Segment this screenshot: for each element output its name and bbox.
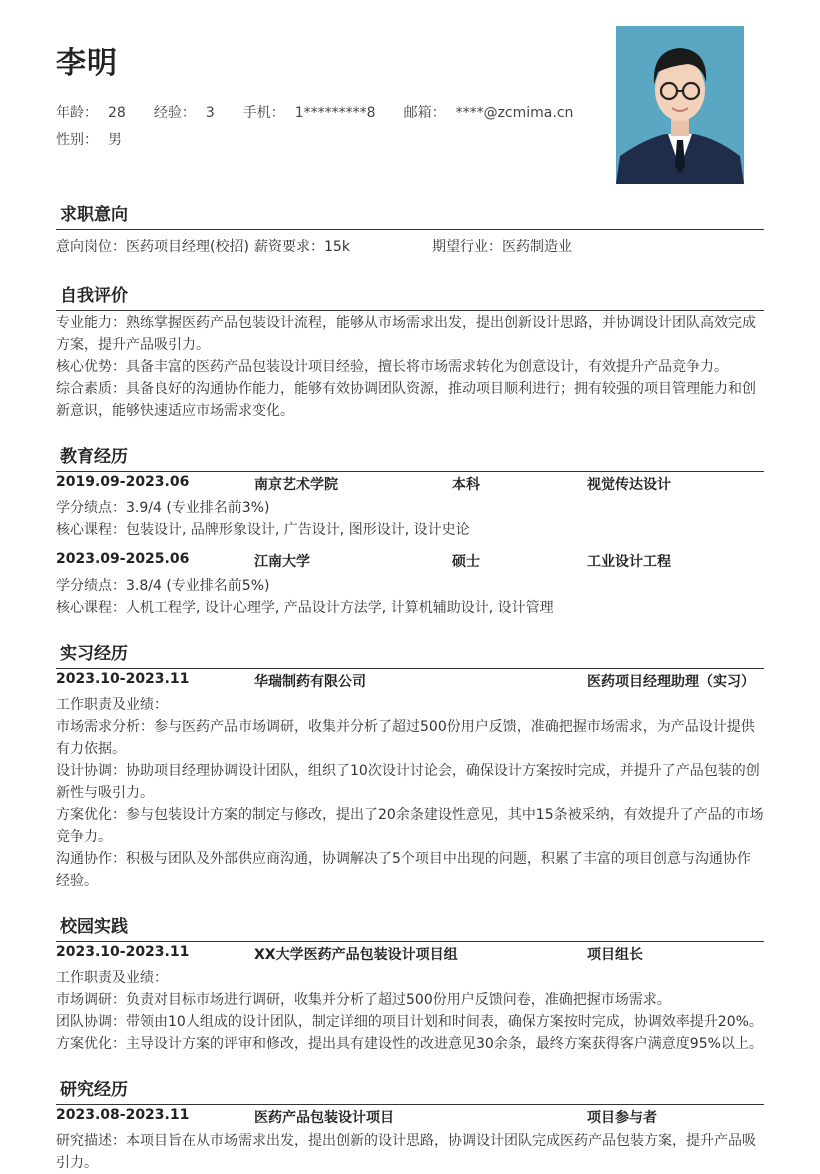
edu-gpa: 学分绩点：3.9/4 (专业排名前3%) — [56, 500, 270, 516]
edu-school: 江南大学 — [254, 554, 310, 570]
self-eval-line: 方案，提升产品吸引力。 — [56, 337, 210, 353]
research-desc: 研究描述：本项目旨在从市场需求出发，提出创新的设计思路，协调设计团队完成医药产品包装方案，提升产品吸 — [56, 1133, 756, 1149]
edu-gpa: 学分绩点：3.8/4 (专业排名前5%) — [56, 578, 270, 594]
intern-duty-line: 竞争力。 — [56, 829, 112, 845]
profile-photo — [616, 26, 744, 184]
intern-company: 华瑞制药有限公司 — [254, 674, 366, 690]
self-eval-line: 综合素质：具备良好的沟通协作能力，能够有效协调团队资源，推动项目顺利进行；拥有较强的项目管理能力和创 — [56, 381, 756, 397]
section-title-intent: 求职意向 — [56, 200, 764, 230]
intern-duty-line: 设计协调：协助项目经理协调设计团队，组织了10次设计讨论会，确保设计方案按时完成，并提升了产品包装的创 — [56, 763, 760, 779]
section-title-campus: 校园实践 — [56, 912, 764, 942]
gender-row — [56, 129, 150, 149]
edu-degree: 硕士 — [452, 554, 480, 570]
education-row — [56, 474, 764, 496]
research-desc: 引力。 — [56, 1155, 98, 1171]
intern-duty-label: 工作职责及业绩： — [56, 697, 168, 713]
edu-courses: 核心课程：包装设计, 品牌形象设计, 广告设计, 图形设计, 设计史论 — [56, 522, 470, 538]
research-role: 项目参与者 — [587, 1110, 657, 1126]
self-eval-line: 核心优势：具备丰富的医药产品包装设计项目经验，擅长将市场需求转化为创意设计，有效提升产品竞争力。 — [56, 359, 728, 375]
candidate-name: 李明 — [56, 46, 118, 81]
research-row — [56, 1107, 764, 1129]
edu-courses: 核心课程：人机工程学, 设计心理学, 产品设计方法学, 计算机辅助设计, 设计管理 — [56, 600, 554, 616]
section-title-education: 教育经历 — [56, 442, 764, 472]
phone-info: 手机： 1*********8 — [242, 105, 376, 121]
intern-period: 2023.10-2023.11 — [56, 671, 190, 687]
self-eval-line: 专业能力：熟练掌握医药产品包装设计流程，能够从市场需求出发，提出创新设计思路，并协调设计团队高效完成 — [56, 315, 756, 331]
email-info: 邮箱： ****@zcmima.cn — [403, 105, 574, 121]
campus-row — [56, 944, 764, 966]
intern-role: 医药项目经理助理（实习） — [587, 674, 755, 690]
job-intent-row — [56, 236, 766, 258]
experience-info: 经验： 3 — [153, 105, 215, 121]
edu-period: 2023.09-2025.06 — [56, 551, 190, 567]
section-title-research: 研究经历 — [56, 1075, 764, 1105]
campus-duty-line: 方案优化：主导设计方案的评审和修改，提出具有建设性的改进意见30余条，最终方案获得客户满意度95%以上。 — [56, 1036, 763, 1052]
intern-duty-line: 有力依据。 — [56, 741, 126, 757]
expected-salary: 薪资要求：15k — [254, 239, 350, 255]
campus-org: XX大学医药产品包装设计项目组 — [254, 947, 458, 963]
self-eval-line: 新意识，能够快速适应市场需求变化。 — [56, 403, 294, 419]
edu-major: 视觉传达设计 — [587, 477, 671, 493]
campus-duty-line: 团队协调：带领由10人组成的设计团队，制定详细的项目计划和时间表，确保方案按时完成，协调效率提升20%。 — [56, 1014, 763, 1030]
intern-duty-line: 经验。 — [56, 873, 98, 889]
gender-info: 性别： 男 — [56, 132, 122, 148]
edu-major: 工业设计工程 — [587, 554, 671, 570]
intern-duty-line: 方案优化：参与包装设计方案的制定与修改，提出了20余条建设性意见，其中15条被采纳，有效提升了产品的市场 — [56, 807, 764, 823]
campus-period: 2023.10-2023.11 — [56, 944, 190, 960]
basic-info-row — [56, 102, 601, 122]
section-title-self: 自我评价 — [56, 281, 764, 311]
edu-degree: 本科 — [452, 477, 480, 493]
section-title-internship: 实习经历 — [56, 639, 764, 669]
age-info: 年龄： 28 — [56, 105, 126, 121]
intern-duty-line: 新性与吸引力。 — [56, 785, 154, 801]
intern-duty-line: 沟通协作：积极与团队及外部供应商沟通，协调解决了5个项目中出现的问题，积累了丰富的项目创意与沟通协作 — [56, 851, 751, 867]
campus-duty-label: 工作职责及业绩： — [56, 970, 168, 986]
edu-period: 2019.09-2023.06 — [56, 474, 190, 490]
edu-school: 南京艺术学院 — [254, 477, 338, 493]
campus-duty-line: 市场调研：负责对目标市场进行调研，收集并分析了超过500份用户反馈问卷，准确把握市场需求。 — [56, 992, 671, 1008]
research-period: 2023.08-2023.11 — [56, 1107, 190, 1123]
campus-role: 项目组长 — [587, 947, 643, 963]
intended-position: 意向岗位：医药项目经理(校招) — [56, 239, 249, 255]
expected-industry: 期望行业：医药制造业 — [432, 239, 572, 255]
internship-row — [56, 671, 764, 693]
research-project: 医药产品包装设计项目 — [254, 1110, 394, 1126]
intern-duty-line: 市场需求分析：参与医药产品市场调研，收集并分析了超过500份用户反馈，准确把握市场需求，为产品设计提供 — [56, 719, 755, 735]
education-row — [56, 551, 764, 573]
